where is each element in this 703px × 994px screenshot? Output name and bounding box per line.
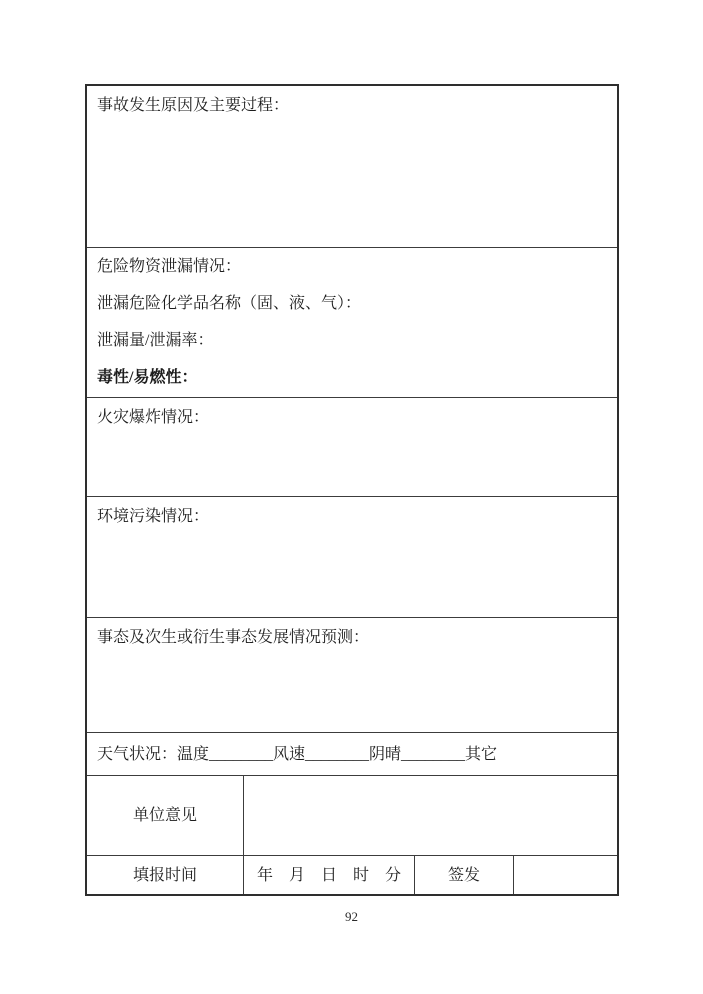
environmental-pollution-label: 环境污染情况：: [97, 508, 210, 525]
unit-opinion-label-cell: [87, 776, 244, 855]
weather-row: [87, 733, 617, 776]
unit-opinion-content-cell: [244, 776, 617, 855]
leak-chemical-name-label: 泄漏危险化学品名称（固、液、气）：: [97, 295, 362, 312]
issue-label: 签发: [447, 866, 480, 884]
situation-prediction-row: [87, 618, 617, 733]
environmental-pollution-row: [87, 497, 617, 618]
issue-value-cell: [514, 856, 617, 894]
fill-time-label-cell: [87, 856, 244, 894]
hazmat-leak-row: [87, 248, 617, 398]
hazmat-leak-cell: [87, 248, 617, 397]
hazmat-leak-title: 危险物资泄漏情况：: [97, 258, 242, 275]
leak-amount-rate-label: 泄漏量/泄漏率：: [97, 332, 214, 349]
situation-prediction-cell: [87, 618, 617, 732]
accident-cause-cell: [87, 86, 617, 247]
accident-cause-label: 事故发生原因及主要过程：: [97, 97, 290, 114]
unit-opinion-row: [87, 776, 617, 856]
fire-explosion-row: [87, 398, 617, 497]
datetime-placeholder: 年 月 日 时 分: [256, 866, 401, 884]
weather-label: 天气状况：温度________风速________阴晴________其它: [97, 745, 498, 763]
fill-time-row: [87, 856, 617, 894]
fire-explosion-cell: [87, 398, 617, 496]
fill-time-value-cell: [244, 856, 415, 894]
situation-prediction-label: 事态及次生或衍生事态发展情况预测：: [97, 629, 370, 646]
fill-time-label: 填报时间: [132, 866, 197, 884]
weather-cell: [87, 744, 617, 765]
toxicity-flammability-label: 毒性/易燃性：: [97, 369, 198, 386]
unit-opinion-label: 单位意见: [132, 807, 197, 824]
fire-explosion-label: 火灾爆炸情况：: [97, 409, 210, 426]
accident-cause-row: [87, 86, 617, 248]
issue-label-cell: [415, 856, 514, 894]
accident-report-table: [85, 84, 619, 896]
page-number: 92: [345, 909, 358, 924]
environmental-pollution-cell: [87, 497, 617, 617]
